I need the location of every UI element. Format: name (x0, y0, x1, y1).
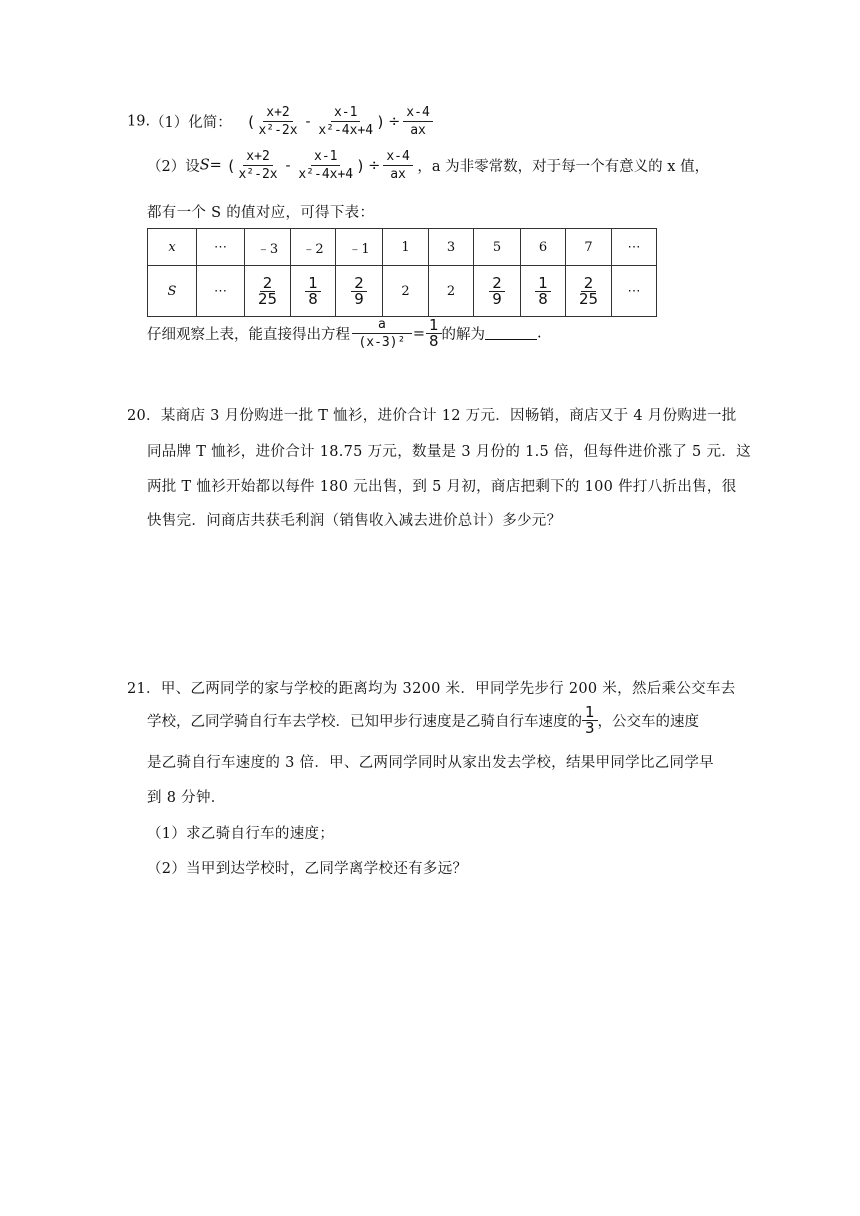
q19-line3: 都有一个 S 的值对应，可得下表： (147, 205, 375, 221)
table-cell: ﹣1 (336, 229, 383, 266)
fraction-3 (383, 150, 412, 181)
table-cell (291, 266, 336, 317)
fraction-1 (235, 150, 280, 181)
q21-line1: 21．甲、乙两同学的家与学校的距离均为 3200 米．甲同学先步行 200 米，然后乘公交车去 (127, 681, 736, 697)
q20-line: 20．某商店 3 月份购进一批 T 恤衫，进价合计 12 万元．因畅销，商店又于 4 月份购进一批 (127, 408, 737, 424)
close-paren: ) (376, 112, 386, 131)
cell-text: S (167, 283, 177, 299)
frac-num: x-4 (403, 106, 432, 122)
q19-part1-label: （1）化简： (150, 115, 232, 131)
frac-num: a (352, 318, 412, 334)
s-equals: S= (199, 157, 222, 174)
frac-den: 9 (354, 289, 364, 308)
table-cell: 6 (521, 229, 566, 266)
frac-den: x²-4x+4 (318, 123, 374, 138)
frac-num: 1 (305, 276, 321, 292)
table-cell: 3 (429, 229, 474, 266)
table-row-s (148, 266, 657, 317)
frac-den: 25 (578, 289, 599, 308)
open-paren: ( (246, 112, 256, 131)
q20-line: 快售完．问商店共获毛利润（销售收入减去进价总计）多少元？ (147, 513, 562, 529)
equation-left-fraction (352, 318, 412, 349)
q21-line4: 到 8 分钟． (147, 790, 226, 806)
frac-den: 8 (308, 289, 318, 308)
frac-num: x-1 (331, 106, 360, 122)
table-cell (521, 266, 566, 317)
frac-num: x-1 (311, 150, 340, 166)
frac-num: x+2 (243, 150, 272, 166)
fraction-3 (403, 106, 432, 137)
table-cell: ⋯ (197, 229, 245, 266)
table-cell: ⋯ (197, 266, 245, 317)
table-cell: ⋯ (612, 266, 657, 317)
frac-den: x²-4x+4 (298, 167, 354, 182)
frac-num: 1 (426, 318, 442, 334)
minus-sign: - (283, 157, 293, 174)
fraction-2 (295, 150, 356, 181)
frac-den: x²-2x (238, 167, 278, 182)
q19-number: 19. (127, 113, 151, 130)
q21-line2 (147, 705, 699, 736)
frac-num: 2 (351, 276, 367, 292)
obs-text-after: 的解为 (441, 327, 486, 343)
table-cell: 2 (429, 266, 474, 317)
table-cell: 5 (474, 229, 521, 266)
frac-num: 2 (489, 276, 505, 292)
cell-fraction (489, 273, 505, 308)
cell-text: x (168, 239, 176, 255)
table-cell (245, 266, 291, 317)
equation-right-fraction (426, 318, 442, 349)
one-third-fraction (582, 705, 598, 736)
expression-2 (226, 149, 417, 182)
table-cell: 1 (383, 229, 429, 266)
obs-end: . (537, 325, 542, 342)
divide-sign: ÷ (388, 113, 401, 130)
table-cell (336, 266, 383, 317)
q21-line3: 是乙骑自行车速度的 3 倍．甲、乙两同学同时从家出发去学校，结果甲同学比乙同学早 (147, 755, 714, 771)
cell-fraction (351, 273, 367, 308)
q21-sub2: （2）当甲到达学校时，乙同学离学校还有多远？ (147, 861, 468, 877)
frac-den: ax (390, 167, 406, 182)
cell-fraction (535, 273, 551, 308)
table-cell: ﹣2 (291, 229, 336, 266)
q21-line2-before: 学校，乙同学骑自行车去学校．已知甲步行速度是乙骑自行车速度的 (147, 714, 582, 730)
frac-num: 1 (582, 705, 598, 721)
divide-sign: ÷ (368, 157, 381, 174)
table-cell: ⋯ (612, 229, 657, 266)
close-paren: ) (356, 156, 366, 175)
frac-num: 2 (260, 276, 276, 292)
frac-den: 9 (492, 289, 502, 308)
answer-blank (485, 327, 537, 340)
frac-den: 3 (585, 719, 595, 737)
frac-num: x+2 (263, 106, 292, 122)
q19-part2-text: ，a 为非零常数，对于每一个有意义的 x 值， (417, 159, 710, 175)
q19-part2-label: （2）设 (147, 159, 200, 175)
q20-line: 同品牌 T 恤衫，进价合计 18.75 万元，数量是 3 月份的 1.5 倍，但每件进价涨了 5 元．这 (147, 444, 751, 460)
q19-part2 (147, 150, 709, 181)
table-cell (148, 229, 197, 266)
q19-part1 (127, 106, 433, 137)
table-cell (148, 266, 197, 317)
frac-den: ax (410, 123, 426, 138)
frac-den: (x-3)² (358, 335, 406, 350)
q20-line: 两批 T 恤衫开始都以每件 180 元出售，到 5 月初，商店把剩下的 100 件打八折出售，很 (147, 479, 737, 495)
table-row-x (148, 229, 657, 266)
frac-den: 25 (257, 289, 278, 308)
open-paren: ( (226, 156, 236, 175)
cell-fraction (576, 273, 601, 308)
obs-text-before: 仔细观察上表，能直接得出方程 (147, 327, 350, 343)
frac-num: x-4 (383, 150, 412, 166)
frac-den: 8 (428, 332, 439, 350)
fraction-2 (315, 106, 376, 137)
q21-line2-after: ，公交车的速度 (597, 714, 700, 730)
cell-fraction (255, 273, 280, 308)
table-cell: ﹣3 (245, 229, 291, 266)
q19-observation (147, 318, 542, 349)
table-cell (566, 266, 612, 317)
frac-num: 2 (581, 276, 597, 292)
value-table (147, 228, 657, 317)
minus-sign: - (303, 113, 313, 130)
frac-den: 8 (538, 289, 548, 308)
table-cell (474, 266, 521, 317)
cell-fraction (305, 273, 321, 308)
q21-sub1: （1）求乙骑自行车的速度； (147, 826, 335, 842)
table-cell: 2 (383, 266, 429, 317)
frac-num: 1 (535, 276, 551, 292)
table-cell: 7 (566, 229, 612, 266)
expression-1 (246, 105, 432, 138)
frac-den: x²-2x (258, 123, 298, 138)
equals-sign: = (412, 325, 425, 342)
fraction-1 (255, 106, 300, 137)
